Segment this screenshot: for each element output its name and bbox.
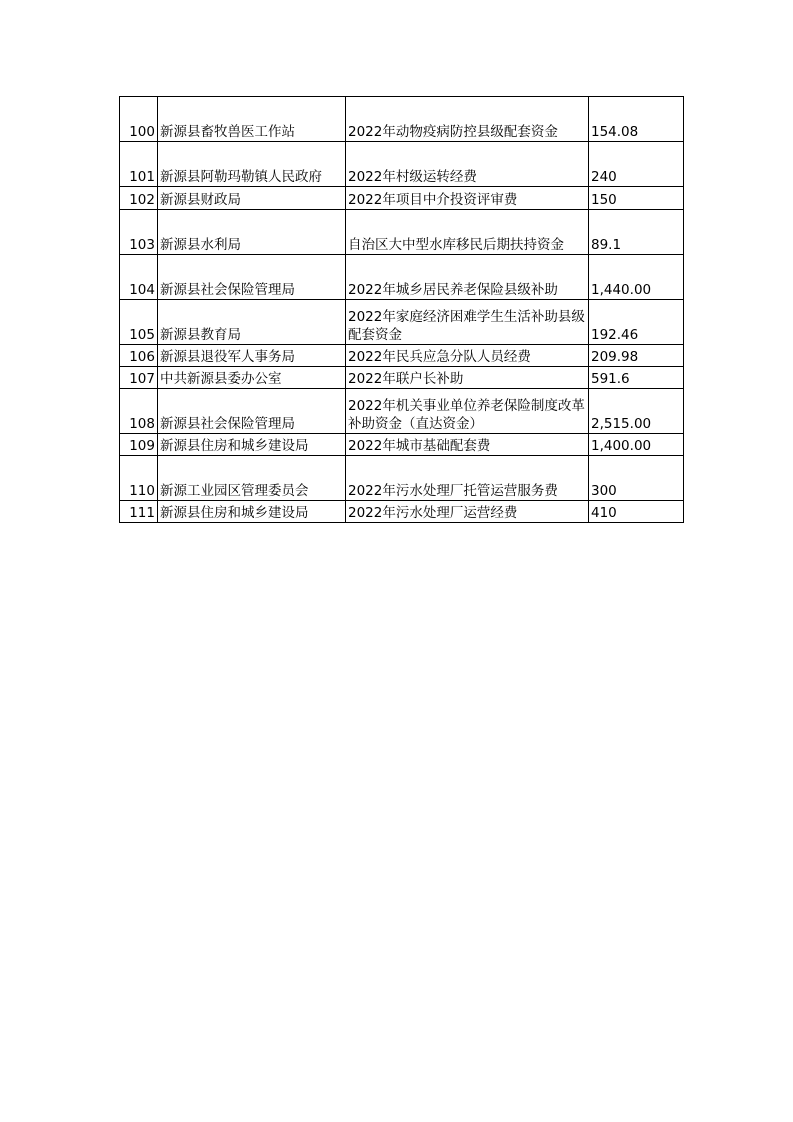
unit-name: 新源县退役军人事务局 — [158, 345, 346, 367]
row-number: 111 — [120, 501, 158, 523]
row-number: 102 — [120, 187, 158, 210]
project-name: 2022年污水处理厂托管运营服务费 — [346, 456, 589, 501]
project-name: 自治区大中型水库移民后期扶持资金 — [346, 210, 589, 255]
row-number: 103 — [120, 210, 158, 255]
unit-name: 新源县社会保险管理局 — [158, 255, 346, 300]
project-name: 2022年联户长补助 — [346, 367, 589, 389]
table-row — [120, 434, 684, 456]
unit-name: 新源县住房和城乡建设局 — [158, 501, 346, 523]
row-number: 101 — [120, 142, 158, 187]
table-row — [120, 389, 684, 434]
project-name: 2022年家庭经济困难学生生活补助县级配套资金 — [346, 300, 589, 345]
row-number: 100 — [120, 97, 158, 142]
unit-name: 新源县财政局 — [158, 187, 346, 210]
amount: 300 — [589, 456, 684, 501]
amount: 154.08 — [589, 97, 684, 142]
table-row — [120, 367, 684, 389]
project-name: 2022年动物疫病防控县级配套资金 — [346, 97, 589, 142]
project-name: 2022年民兵应急分队人员经费 — [346, 345, 589, 367]
project-name: 2022年项目中介投资评审费 — [346, 187, 589, 210]
unit-name: 新源县社会保险管理局 — [158, 389, 346, 434]
unit-name: 新源县畜牧兽医工作站 — [158, 97, 346, 142]
row-number: 105 — [120, 300, 158, 345]
row-number: 106 — [120, 345, 158, 367]
unit-name: 新源县水利局 — [158, 210, 346, 255]
table-row — [120, 210, 684, 255]
amount: 2,515.00 — [589, 389, 684, 434]
row-number: 110 — [120, 456, 158, 501]
row-number: 109 — [120, 434, 158, 456]
table-row — [120, 255, 684, 300]
amount: 1,440.00 — [589, 255, 684, 300]
project-name: 2022年机关事业单位养老保险制度改革补助资金（直达资金） — [346, 389, 589, 434]
amount: 1,400.00 — [589, 434, 684, 456]
amount: 240 — [589, 142, 684, 187]
table-row — [120, 142, 684, 187]
row-number: 104 — [120, 255, 158, 300]
project-name: 2022年污水处理厂运营经费 — [346, 501, 589, 523]
unit-name: 新源工业园区管理委员会 — [158, 456, 346, 501]
table-row — [120, 97, 684, 142]
budget-table — [119, 96, 684, 523]
unit-name: 中共新源县委办公室 — [158, 367, 346, 389]
unit-name: 新源县阿勒玛勒镇人民政府 — [158, 142, 346, 187]
amount: 192.46 — [589, 300, 684, 345]
row-number: 108 — [120, 389, 158, 434]
amount: 150 — [589, 187, 684, 210]
table-row — [120, 345, 684, 367]
amount: 410 — [589, 501, 684, 523]
project-name: 2022年城乡居民养老保险县级补助 — [346, 255, 589, 300]
project-name: 2022年村级运转经费 — [346, 142, 589, 187]
table-row — [120, 300, 684, 345]
table-row — [120, 456, 684, 501]
amount: 209.98 — [589, 345, 684, 367]
project-name: 2022年城市基础配套费 — [346, 434, 589, 456]
row-number: 107 — [120, 367, 158, 389]
table-row — [120, 187, 684, 210]
unit-name: 新源县教育局 — [158, 300, 346, 345]
amount: 89.1 — [589, 210, 684, 255]
amount: 591.6 — [589, 367, 684, 389]
table-row — [120, 501, 684, 523]
unit-name: 新源县住房和城乡建设局 — [158, 434, 346, 456]
